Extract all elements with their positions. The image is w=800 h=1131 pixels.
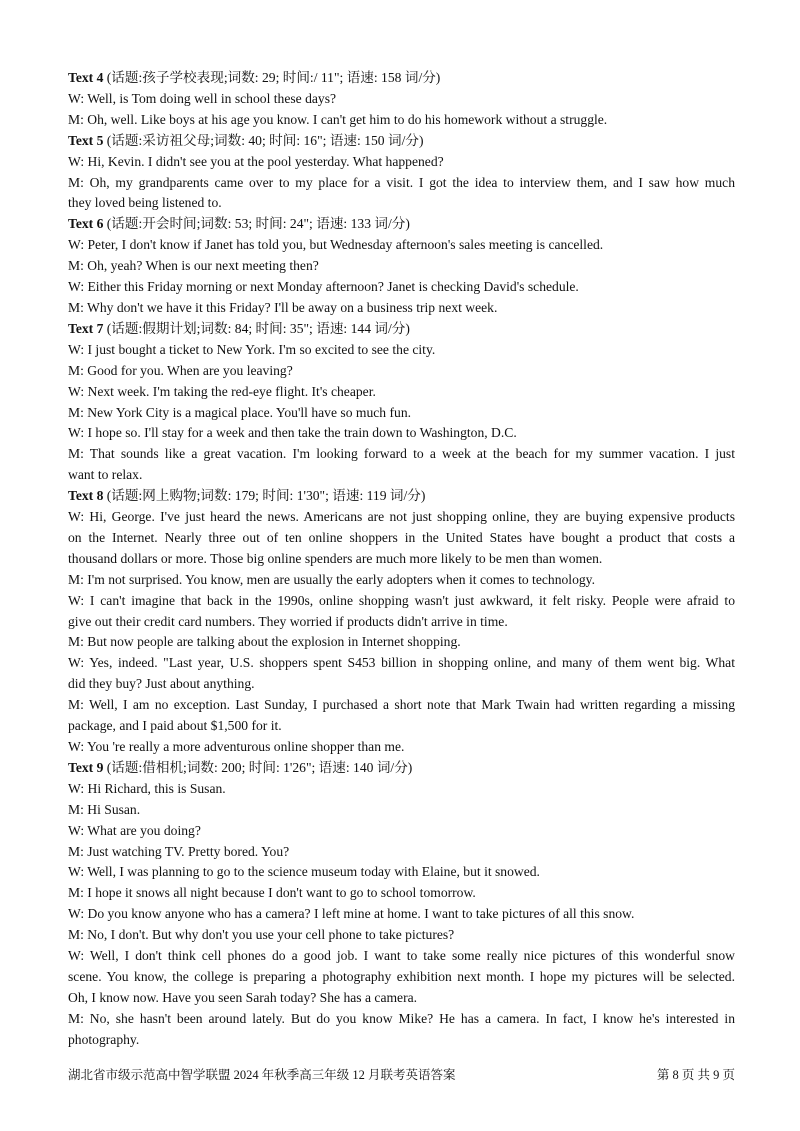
section-heading — [68, 131, 735, 152]
dialogue-line: M: Just watching TV. Pretty bored. You? — [68, 843, 290, 859]
dialogue-line: M: Good for you. When are you leaving? — [68, 362, 293, 378]
section-heading — [68, 68, 735, 89]
dialogue-line: W: Hi Richard, this is Susan. — [68, 780, 226, 796]
dialogue-line: on the Internet. Nearly three out of ten online shoppers in the United States have bought a product that costs a — [68, 529, 735, 545]
footer-page-number: 第 8 页 共 9 页 — [656, 1068, 735, 1082]
dialogue-line: W: I just bought a ticket to New York. I'm so excited to see the city. — [68, 341, 436, 357]
dialogue-line: W: Peter, I don't know if Janet has told you, but Wednesday afternoon's sales meeting is cancelled. — [68, 237, 604, 253]
section-title: Text 5 — [68, 132, 104, 148]
section-title: Text 9 — [68, 759, 104, 775]
dialogue-line: M: Well, I am no exception. Last Sunday, I purchased a short note that Mark Twain had written regarding a missing — [68, 697, 735, 713]
section-title: Text 4 — [68, 70, 104, 85]
section-heading — [68, 319, 735, 340]
dialogue-line: W: Well, I was planning to go to the science museum today with Elaine, but it snowed. — [68, 864, 540, 880]
dialogue-line: scene. You know, the college is preparing a photography exhibition next month. I hope my pictures will be selected. — [68, 968, 735, 984]
section-title: Text 7 — [68, 320, 104, 336]
dialogue-line: M: Oh, yeah? When is our next meeting then? — [68, 258, 319, 274]
dialogue-line: W: Next week. I'm taking the red-eye flight. It's cheaper. — [68, 383, 376, 399]
section-meta: (话题:借相机;词数: 200; 时间: 1'26"; 语速: 140 词/分) — [106, 759, 413, 775]
dialogue-line: W: I hope so. I'll stay for a week and then take the train down to Washington, D.C. — [68, 425, 517, 441]
dialogue-line: W: Yes, indeed. "Last year, U.S. shoppers spent S453 billion in shopping online, and many of them went big. What — [68, 655, 735, 671]
dialogue-line: they loved being listened to. — [68, 195, 222, 211]
dialogue-line: M: Hi Susan. — [68, 801, 141, 817]
section-meta: (话题:开会时间;词数: 53; 时间: 24"; 语速: 133 词/分) — [106, 216, 410, 232]
dialogue-line: M: I'm not surprised. You know, men are usually the early adopters when it comes to technology. — [68, 571, 595, 587]
section-heading — [68, 214, 735, 235]
document-body — [68, 68, 735, 1051]
dialogue-line: did they buy? Just about anything. — [68, 676, 255, 692]
section-meta: (话题:孩子学校表现;词数: 29; 时间:/ 11"; 语速: 158 词/分) — [106, 70, 441, 85]
section-meta: (话题:假期计划;词数: 84; 时间: 35"; 语速: 144 词/分) — [106, 320, 410, 336]
section-title: Text 6 — [68, 216, 104, 232]
dialogue-line: photography. — [68, 1031, 140, 1047]
dialogue-line: give out their credit card numbers. They worried if products didn't arrive in time. — [68, 613, 508, 629]
section-meta: (话题:采访祖父母;词数: 40; 时间: 16"; 语速: 150 词/分) — [106, 132, 424, 148]
section-title: Text 8 — [68, 488, 104, 504]
dialogue-line: W: Well, I don't think cell phones do a good job. I want to take some really nice pictures of this wonderful snow — [68, 948, 735, 964]
dialogue-line: W: What are you doing? — [68, 822, 201, 838]
dialogue-line: M: No, she hasn't been around lately. But do you know Mike? He has a camera. In fact, I know he's interested in — [68, 1010, 735, 1026]
dialogue-line: M: Oh, well. Like boys at his age you know. I can't get him to do his homework without a struggle. — [68, 111, 608, 127]
dialogue-line: M: Why don't we have it this Friday? I'll be away on a business trip next week. — [68, 299, 498, 315]
dialogue-line: W: Do you know anyone who has a camera? I left mine at home. I want to take pictures of all this snow. — [68, 906, 635, 922]
dialogue-line: package, and I paid about $1,500 for it. — [68, 718, 282, 734]
section-heading — [68, 758, 735, 779]
footer-exam-title: 湖北省市级示范高中智学联盟 2024 年秋季高三年级 12 月联考英语答案 — [68, 1068, 456, 1082]
dialogue-line: W: Either this Friday morning or next Monday afternoon? Janet is checking David's schedule. — [68, 279, 579, 295]
dialogue-line: M: That sounds like a great vacation. I'm looking forward to a week at the beach for my summer vacation. I just — [68, 446, 735, 462]
section-heading — [68, 486, 735, 507]
dialogue-line: M: No, I don't. But why don't you use your cell phone to take pictures? — [68, 927, 455, 943]
dialogue-line: M: But now people are talking about the explosion in Internet shopping. — [68, 634, 461, 650]
dialogue-line: W: I can't imagine that back in the 1990s, online shopping wasn't just awkward, it felt risky. People were afraid to — [68, 592, 735, 608]
dialogue-line: Oh, I know now. Have you seen Sarah today? She has a camera. — [68, 989, 418, 1005]
dialogue-line: M: I hope it snows all night because I don't want to go to school tomorrow. — [68, 885, 476, 901]
dialogue-line: W: Well, is Tom doing well in school these days? — [68, 90, 337, 106]
dialogue-line: want to relax. — [68, 467, 143, 483]
dialogue-line: thousand dollars or more. Those big online spenders are much more likely to be men than women. — [68, 550, 603, 566]
dialogue-line: M: New York City is a magical place. You'll have so much fun. — [68, 404, 412, 420]
dialogue-line: W: Hi, George. I've just heard the news. Americans are not just shopping online, they are buying expensive products — [68, 509, 735, 525]
section-meta: (话题:网上购物;词数: 179; 时间: 1'30"; 语速: 119 词/分) — [106, 488, 426, 504]
dialogue-line: W: Hi, Kevin. I didn't see you at the pool yesterday. What happened? — [68, 153, 444, 169]
dialogue-line: W: You 're really a more adventurous online shopper than me. — [68, 739, 405, 754]
dialogue-line: M: Oh, my grandparents came over to my place for a visit. I got the idea to interview them, and I saw how much — [68, 174, 735, 190]
